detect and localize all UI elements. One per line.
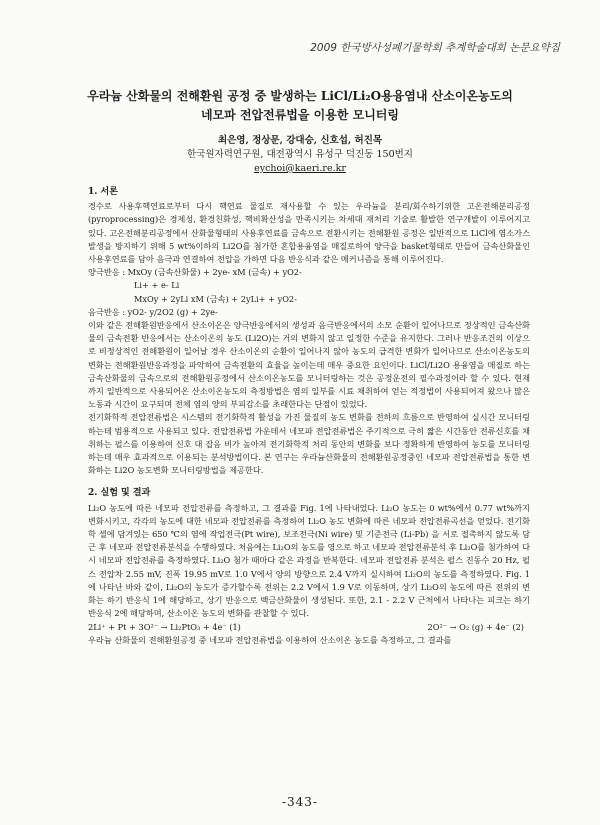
equation-line-2: Li+ + e- Li xyxy=(134,280,180,291)
page-number: -343- xyxy=(281,795,318,809)
equation-1: 2Li⁺ + Pt + 3O²⁻ → Li₂PtO₃ + 4e⁻ (1) xyxy=(88,621,241,632)
paper-body xyxy=(88,186,530,647)
section-1-paragraph-2: 이와 같은 전해환원반응에서 산소이온은 양극반응에서의 생성과 음극반응에서의 소모 순환이 일어나므로 정상적인 금속산화물의 금속전환 반응에서는 산소이온의 농도 (Li2O)는 거의 변화지 않고 일정한 수준을 유지한다. 그러나 반응조건의 이상으로 비정상적인 전해환원이 일어날 경우 산소이온의 순환이 일어나지 않아 농도의 급격한 변화가 일어나므로 산소이온농도의 변화는 전해환원반응과정을 파악하여 금속전환의 효율을 높이는데 매우 중요한 요인이다. LiCl/Li2O 용융염을 매질로 하는 금속산화물의 금속으로의 전해환원공정에서 산소이온농도를 모니터링하는 것은 공정운전의 필수과정이라 할 수 있다. 현재까지 일반적으로 사용되어온 산소이온농도의 측정방법은 염의 일부를 시료 채취하여 얻는 적정법이 사용되어져 왔으나 많은 노동과 시간이 요구되며 전체 염의 양의 부피감소를 초래한다는 단점이 있었다. xyxy=(88,320,530,410)
author-block xyxy=(0,134,600,176)
title-line-2: 네모파 전압전류법을 이용한 모니터링 xyxy=(200,108,399,122)
paper-title xyxy=(60,87,540,125)
equation-line-3: MxOy + 2yLi xM (금속) + 2yLi+ + yO2- xyxy=(134,293,297,304)
section-2-paragraph-1: Li₂O 농도에 따른 네모파 전압전류를 측정하고, 그 결과를 Fig. 1에 나타내었다. Li₂O 농도는 0 wt%에서 0.77 wt%까지 변화시키고, 각각의 농도에 대한 네모파 전압전류를 측정하여 Li₂O 농도 변화에 따른 네모파 전압전류곡선을 얻었다. 전기화학 셀에 담겨있는 650 ℃의 염에 작업전극(Pt wire), 보조전극(Ni wire) 및 기준전극 (Li-Pb) 을 서로 접촉하지 않도록 담근 후 네모파 전압전류분석을 수행하였다. 처음에는 Li₂O의 농도를 영으로 하고 네모파 전압전류분석 후 Li₂O를 첨가하여 다시 네모파 전압전류를 측정하였다. Li₂O 첨가 때마다 같은 과정을 반복한다. 네모파 전압전류 분석은 펄스 진동수 20 Hz, 펄스 전압차 2.55 mV, 진폭 19.95 mV로 1.0 V에서 양의 방향으로 2.4 V까지 실시하여 Li₂O의 농도를 측정하였다. Fig. 1에 나타난 바와 같이, Li₂O의 농도가 증가할수록 전위는 2.2 V에서 1.9 V로 이동하며, 상기 Li₂O의 농도에 따른 전위의 변화는 하기 반응식 1에 해당하고, 상기 반응으로 백금산화물이 생성된다. 또한, 2.1 - 2.2 V 근처에서 나타나는 피크는 하기 반응식 2에 해당하며, 산소이온 농도의 변화를 관찰할 수 있다. xyxy=(88,502,530,619)
equation-2: 2O²⁻ → O₂ (g) + 4e⁻ (2) xyxy=(427,621,524,632)
section-1-heading: 1. 서론 xyxy=(88,187,118,197)
section-1-paragraph-1: 경수로 사용후핵연료로부터 다시 핵연료 물질로 재사용할 수 있는 우라늄을 분리/회수하기위한 고온전해분리공정(pyroprocessing)은 경제성, 환경친화성, 핵비확산성을 만족시키는 차세대 재처리 기술로 활발한 연구개발이 이루어지고 있다. 고온전해분리공정에서 산화물형태의 사용후연료를 금속으로 전환시키는 전해환원 공정은 일반적으로 LiCl에 염소가스 발생을 방지하기 위해 5 wt%이하의 Li2O를 첨가한 혼합용융염을 매질로하여 양극을 basket형태로 만들어 금속산화물인 사용후연료를 담아 음극과 연결하여 전압을 가하면 다음 반응식과 같은 메커니즘을 통해 이루어진다. xyxy=(88,201,530,265)
equation-row xyxy=(88,621,530,634)
affiliation: 한국원자력연구원, 대전광역시 유성구 덕진동 150번지 xyxy=(187,149,413,160)
author-names: 최은영, 정상문, 강대승, 신호섭, 허진목 xyxy=(217,135,383,146)
section-2-paragraph-2: 우라늄 산화물의 전해환원공정 중 네모파 전압전류법을 이용하여 산소이온 농도를 측정하고, 그 결과를 xyxy=(88,634,452,645)
conference-header: 2009 한국방사성폐기물학회 추계학술대회 논문요약집 xyxy=(310,42,560,54)
title-line-1: 우라늄 산화물의 전해환원 공정 중 발생하는 LiCl/Li₂O용융염내 산소이온농도의 xyxy=(87,89,513,103)
equation-anode: 음극반응 : yO2- y/2O2 (g) + 2ye- xyxy=(88,306,218,317)
section-2-heading: 2. 실험 및 결과 xyxy=(88,488,151,499)
section-1-paragraph-3: 전기화학적 전압전류법은 시스템의 전기화학적 활성을 가진 물질의 농도 변화를 전하의 흐름으로 반영하여 실시간 모니터링하는데 범용적으로 사용되고 있다. 전압전류법 가운데서 네모파 전압전류법은 주기적으로 극히 짧은 시간동안 전류신호를 채취하는 펄스를 이용하여 신호 대 잡음 비가 높아져 전기화학적 처리 동안의 변화를 보다 정확하게 반영하여 농도를 모니터링하는데 매우 효과적으로 이용되는 분석방법이다. 본 연구는 우라늄산화물의 전해환원공정중인 네모파 전압전류법을 통한 변화하는 Li2O 농도변화 모니터링방법을 제공한다. xyxy=(88,412,530,476)
equation-cathode: 양극반응 : MxOy (금속산화물) + 2ye- xM (금속) + yO2- xyxy=(88,267,302,278)
author-email: eychoi@kaeri.re.kr xyxy=(254,163,346,174)
